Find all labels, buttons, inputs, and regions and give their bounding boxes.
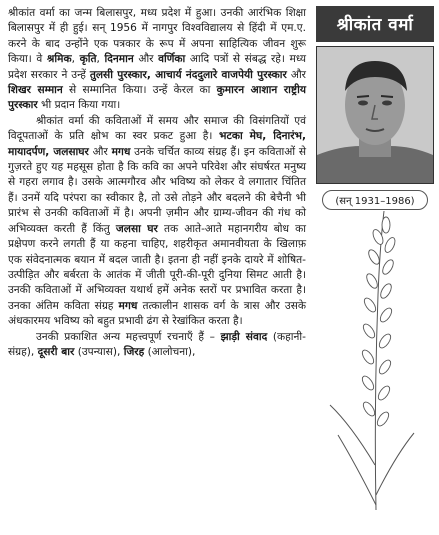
decorative-plant-illustration	[316, 205, 434, 515]
biography-text	[8, 6, 306, 360]
biography-paragraph-1: श्रीकांत वर्मा का जन्म बिलासपुर, मध्य प्रदेश में हुआ। उनकी आरंभिक शिक्षा बिलासपुर में ही हुई। सन् 1956 में नागपुर विश्वविद्यालय से हिंदी में एम.ए. करने के बाद उन्होंने एक पत्रकार के रूप में अपना साहित्यिक जीवन शुरू किया। वे श्रमिक, कृति, दिनमान और वर्णिका आदि पत्रों से संबद्ध रहे। मध्य प्रदेश सरकार ने उन्हें तुलसी पुरस्कार, आचार्य नंददुलारे वाजपेयी पुरस्कार और शिखर सम्मान से सम्मानित किया। उन्हें केरल का कुमारन आशान राष्ट्रीय पुरस्कार भी प्रदान किया गया।	[8, 7, 306, 112]
biography-paragraph-2: श्रीकांत वर्मा की कविताओं में समय और समाज की विसंगतियों एवं विदूपताओं के प्रति क्षोभ का स्वर प्रकट हुआ है। भटका मेघ, दिनारंभ, मायादर्पण, जलसाघर और मगध उनके चर्चित काव्य संग्रह हैं। इन कविताओं से गुज़रते हुए यह महसूस होता है कि कवि का अपने परिवेश और संघर्षरत मनुष्य से गहरा लगाव है। उसके आत्मगौरव और भविष्य को लेकर वे लगातार चिंतित हैं। उनमें यदि परंपरा का स्वीकार है, तो उसे तोड़ने और बदलने की बेचैनी भी प्रारंभ से उनकी कविताओं में है। अपनी ज़मीन और ग्राम्य-जीवन की गंध को अभिव्यक्त करती हैं किंतु जलसा घर तक आते-आते महानगरीय बोध का प्रक्षेपण करने लगती हैं या कहना चाहिए, शहरीकृत अमानवीयता के खिलाफ़ एक संवेदनात्मक बयान में बदल जाती है। इतना ही नहीं इनके दायरे में शोषित-उत्पीड़ित और बर्बरता के आतंक में जीती पूरी-की-पूरी दुनिया सिमट आती है। उनकी कविताओं में अभिव्यक्त यथार्थ हमें अनेक स्तरों पर प्रभावित करता है। उनका अंतिम कविता संग्रह मगध तत्कालीन शासक वर्ग के त्रास और उसके अंधकारमय भविष्य को बहुत प्रभावी ढंग से रेखांकित करता है।	[8, 114, 307, 328]
author-sidebar	[316, 6, 434, 210]
author-name-banner: श्रीकांत वर्मा	[316, 6, 434, 42]
author-portrait	[316, 46, 434, 184]
portrait-illustration	[317, 47, 433, 183]
biography-paragraph-3: उनकी प्रकाशित अन्य महत्त्वपूर्ण रचनाएँ हैं – झाड़ी संवाद (कहानी-संग्रह), दूसरी बार (उपन्यास), जिरह (आलोचना),	[8, 330, 306, 358]
author-life-years: (सन् 1931–1986)	[322, 190, 428, 210]
